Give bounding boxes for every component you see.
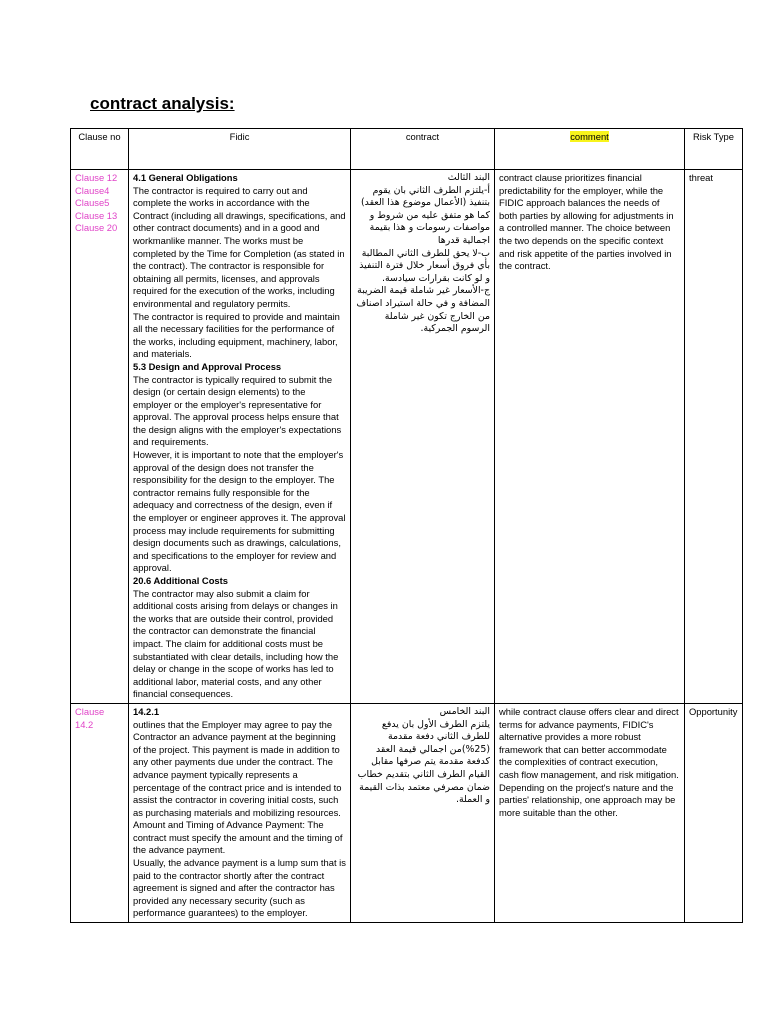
fidic-heading: 5.3 Design and Approval Process [133, 360, 282, 372]
contract-paragraph: ب-لا يحق للطرف الثاني المطالبة بأي فروق أسعار خلال فترة التنفيذ و لو كانت بقرارات سيادسة. [359, 247, 490, 284]
header-contract: contract [351, 129, 495, 170]
contract-heading: البند الثالث [447, 172, 490, 183]
fidic-heading: 14.2.1 [133, 705, 160, 717]
contract-paragraph: أ-يلتزم الطرف الثاني بان يقوم بتنفيذ (الأعمال موضوع هذا العقد) كما هو متفق عليه من شروط و مواصفات رسومات و هذا بقيمة اجمالية قدرها [360, 184, 490, 246]
header-risk-type: Risk Type [685, 129, 743, 170]
clause-ref: Clause 14.2 [75, 705, 105, 730]
fidic-paragraph: outlines that the Employer may agree to pay the Contractor an advance payment at the beginning of the project. This payment is made in addition to any other payments due under the contract. The advance payment typically represents a percentage of the contract price and is intended to assist the contractor in covering initial costs, such as purchasing materials and mobilizing resources. Amount and Timing of Advance Payment: The contract must specify the amount and the timing of the advance payment. [133, 718, 343, 856]
fidic-paragraph: The contractor is required to provide and maintain all the necessary facilities for the performance of the works, including equipment, machinery, labor, and materials. [133, 310, 340, 360]
contract-paragraph: ج-الأسعار غير شاملة قيمة الضريبة المضافة و في حالة استيراد اصناف من الخارج تكون غير شاملة الرسوم الجمركية. [356, 285, 490, 335]
comment-cell [495, 703, 685, 922]
header-fidic: Fidic [129, 129, 351, 170]
contract-cell [351, 703, 495, 922]
fidic-cell [129, 170, 351, 704]
clause-ref: Clause 20 [75, 222, 118, 234]
risk-type-cell: threat [685, 170, 743, 704]
analysis-table [70, 128, 743, 923]
comment-text: while contract clause offers clear and direct terms for advance payments, FIDIC's alternative provides a more robust framework that can better accommodate the complexities of contract execution, cash flow management, and risk mitigation. Depending on the project's nature and the parties' relationship, one approach may be more suitable than the other. [499, 705, 679, 818]
header-comment-highlight: comment [570, 131, 609, 142]
fidic-heading: 4.1 General Obligations [133, 172, 238, 183]
clause-ref: Clause5 [75, 197, 110, 209]
comment-cell [495, 170, 685, 704]
risk-type-cell: Opportunity [685, 703, 743, 922]
clause-cell [71, 170, 129, 704]
clause-ref: Clause 12 [75, 172, 118, 183]
fidic-paragraph: However, it is important to note that the employer's approval of the design does not transfer the responsibility for the design to the employer. The contractor remains fully responsible for the adequacy and correctness of the design, even if the employer or engineer approves it. The approval process may include requirements for submitting design documents such as drawings, calculations, and specifications to the employer for review and approval. [133, 449, 346, 574]
table-row [71, 703, 743, 922]
clause-ref: Clause 13 [75, 209, 118, 221]
contract-heading: البند الخامس [439, 705, 490, 717]
fidic-heading: 20.6 Additional Costs [133, 575, 228, 586]
table-row [71, 170, 743, 704]
header-row [71, 129, 743, 170]
contract-paragraph: يلتزم الطرف الأول بان يدفع للطرف الثاني دفعة مقدمة (25%)من اجمالي قيمة العقد كدفعة مقدمة يتم صرفها مقابل القيام الطرف الثاني بتقديم خطاب ضمان مصرفي معتمد بذات القيمة و العملة. [357, 718, 490, 806]
fidic-cell [129, 703, 351, 922]
comment-text: contract clause prioritizes financial predictability for the employer, while the FIDIC approach balances the needs of both parties by allowing for adjustments in a controlled manner. The choice between the two depends on the specific context and risk appetite of the parties involved in the contract. [499, 172, 674, 272]
page-title: contract analysis: [90, 94, 235, 113]
fidic-paragraph: The contractor may also submit a claim for additional costs arising from delays or changes in the works that are outside their control, provided the contractor can demonstrate the financial impact. The claim for additional costs must be substantiated with clear details, including how the delay or change in the scope of works has led to additional labor, material costs, and any other financial consequences. [133, 587, 339, 700]
fidic-paragraph: The contractor is required to carry out and complete the works in accordance with the Contract (including all drawings, specifications, and other contract documents) and in a good and workmanlike manner. The works must be completed by the Time for Completion (as stated in the contract). The contractor is responsible for obtaining all permits, licenses, and approvals required for the execution of the works, including environmental and regulatory permits. [133, 184, 346, 309]
fidic-paragraph: Usually, the advance payment is a lump sum that is paid to the contractor shortly after the contract agreement is signed and after the contractor has provided any necessary security (such as performance guarantees) to the employer. [133, 857, 346, 919]
header-clause-no: Clause no [71, 129, 129, 170]
header-comment [495, 129, 685, 170]
clause-ref: Clause4 [75, 184, 110, 196]
fidic-paragraph: The contractor is typically required to submit the design (or certain design elements) to the employer or the employer's representative for approval. The approval process helps ensure that the design aligns with the employer's expectations and requirements. [133, 373, 342, 448]
contract-cell [351, 170, 495, 704]
clause-cell [71, 703, 129, 922]
